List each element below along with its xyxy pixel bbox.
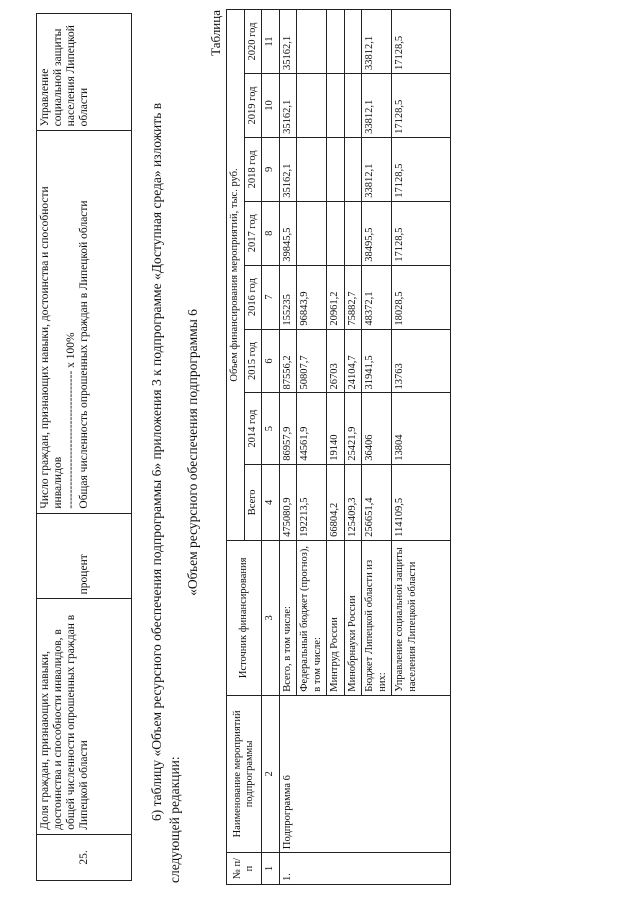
column-number: 11 (262, 10, 280, 74)
year-value: 33812,1 (362, 137, 392, 201)
column-number: 7 (262, 265, 280, 329)
item-name: Подпрограмма 6 (279, 695, 451, 852)
year-value: 38495,5 (362, 201, 392, 265)
year-value (297, 201, 327, 265)
year-value: 155235 (279, 265, 297, 329)
year-value (327, 137, 345, 201)
year-value: 18028,5 (392, 265, 451, 329)
column-number: 5 (262, 393, 280, 464)
funding-source: Всего, в том числе: (279, 540, 297, 695)
header-source: Источник финансирования (227, 540, 262, 695)
amendment-paragraph (148, 15, 184, 883)
year-value: 39845,5 (279, 201, 297, 265)
year-value: 24104,7 (344, 329, 362, 393)
year-value: 50807,7 (297, 329, 327, 393)
header-year: 2018 год (244, 137, 262, 201)
year-value: 35162,1 (279, 10, 297, 74)
column-number: 10 (262, 74, 280, 138)
paragraph-line-2: следующей редакции: (167, 756, 182, 883)
table-row (37, 14, 132, 881)
total-value: 125409,3 (344, 464, 362, 540)
header-row (227, 10, 245, 885)
row-number: 25. (37, 834, 132, 880)
header-year: 2019 год (244, 74, 262, 138)
indicator-unit: процент (37, 513, 132, 599)
total-value: 256651,4 (362, 464, 392, 540)
column-number: 6 (262, 329, 280, 393)
funding-table (226, 9, 451, 885)
year-value: 87556,2 (279, 329, 297, 393)
header-year: 2017 год (244, 201, 262, 265)
responsible-body: Управление социальной защиты населения Липецкой области (37, 14, 132, 131)
header-year: 2014 год (244, 393, 262, 464)
funding-source: Федеральный бюджет (прогноз), в том числе: (297, 540, 327, 695)
header-name: Наименование мероприятий подпрограммы (227, 695, 262, 852)
year-value (297, 10, 327, 74)
year-value (344, 201, 362, 265)
year-value: 44561,9 (297, 393, 327, 464)
year-value: 75882,7 (344, 265, 362, 329)
column-number-row (262, 10, 280, 885)
year-value: 35162,1 (279, 74, 297, 138)
column-number: 8 (262, 201, 280, 265)
formula-numerator: Число граждан, признающих навыки, достоинства и способности инвалидов (39, 186, 64, 509)
indicator-table (36, 13, 132, 881)
column-number: 4 (262, 464, 280, 540)
total-value: 114109,5 (392, 464, 451, 540)
item-number: 1. (279, 853, 451, 885)
year-value: 13804 (392, 393, 451, 464)
year-value: 20961,2 (327, 265, 345, 329)
year-value: 26703 (327, 329, 345, 393)
header-volume: Объем финансирования мероприятий, тыс. руб. (227, 10, 245, 541)
funding-source: Минтруд России (327, 540, 345, 695)
header-num: № п/п (227, 853, 262, 885)
year-value: 17128,5 (392, 10, 451, 74)
table-label: Таблица (208, 10, 223, 56)
year-value (327, 74, 345, 138)
column-number: 1 (262, 853, 280, 885)
column-number: 9 (262, 137, 280, 201)
header-total: Всего (244, 464, 262, 540)
paragraph-line-1: 6) таблицу «Объем ресурсного обеспечения подпрограммы 6» приложения 3 к подпрограмме «Доступная среда» изложить в (149, 102, 164, 821)
total-value: 475080,9 (279, 464, 297, 540)
year-value (327, 10, 345, 74)
table-caption: «Объем ресурсного обеспечения подпрограммы 6 (185, 309, 200, 596)
year-value (344, 74, 362, 138)
indicator-name: Доля граждан, признающих навыки, достоинства и способности инвалидов, в общей численности опрошенных граждан в Липецкой области (37, 599, 132, 834)
year-value (344, 137, 362, 201)
year-value: 17128,5 (392, 201, 451, 265)
year-value: 17128,5 (392, 74, 451, 138)
year-value: 17128,5 (392, 137, 451, 201)
funding-source: Минобрнауки России (344, 540, 362, 695)
column-number: 3 (262, 540, 280, 695)
year-value: 96843,9 (297, 265, 327, 329)
funding-source: Управление социальной защиты населения Липецкой области (392, 540, 451, 695)
year-value: 35162,1 (279, 137, 297, 201)
year-value: 19140 (327, 393, 345, 464)
year-value: 48372,1 (362, 265, 392, 329)
year-value: 25421,9 (344, 393, 362, 464)
year-value: 86957,9 (279, 393, 297, 464)
year-value (327, 201, 345, 265)
total-value: 66804,2 (327, 464, 345, 540)
formula-denominator: Общая численность опрошенных граждан в Липецкой области (78, 200, 90, 509)
header-year: 2020 год (244, 10, 262, 74)
total-value: 192213,5 (297, 464, 327, 540)
year-value: 31941,5 (362, 329, 392, 393)
year-value (344, 10, 362, 74)
year-value (297, 137, 327, 201)
year-value: 36406 (362, 393, 392, 464)
year-value (297, 74, 327, 138)
header-year: 2015 год (244, 329, 262, 393)
header-year: 2016 год (244, 265, 262, 329)
table-row (279, 10, 297, 885)
year-value: 13763 (392, 329, 451, 393)
formula-divider: ------------------------------------ х 100% (65, 332, 77, 509)
table-body (279, 10, 451, 885)
year-value: 33812,1 (362, 10, 392, 74)
year-value: 33812,1 (362, 74, 392, 138)
funding-source: Бюджет Липецкой области из них: (362, 540, 392, 695)
indicator-formula (37, 131, 132, 513)
column-number: 2 (262, 695, 280, 852)
